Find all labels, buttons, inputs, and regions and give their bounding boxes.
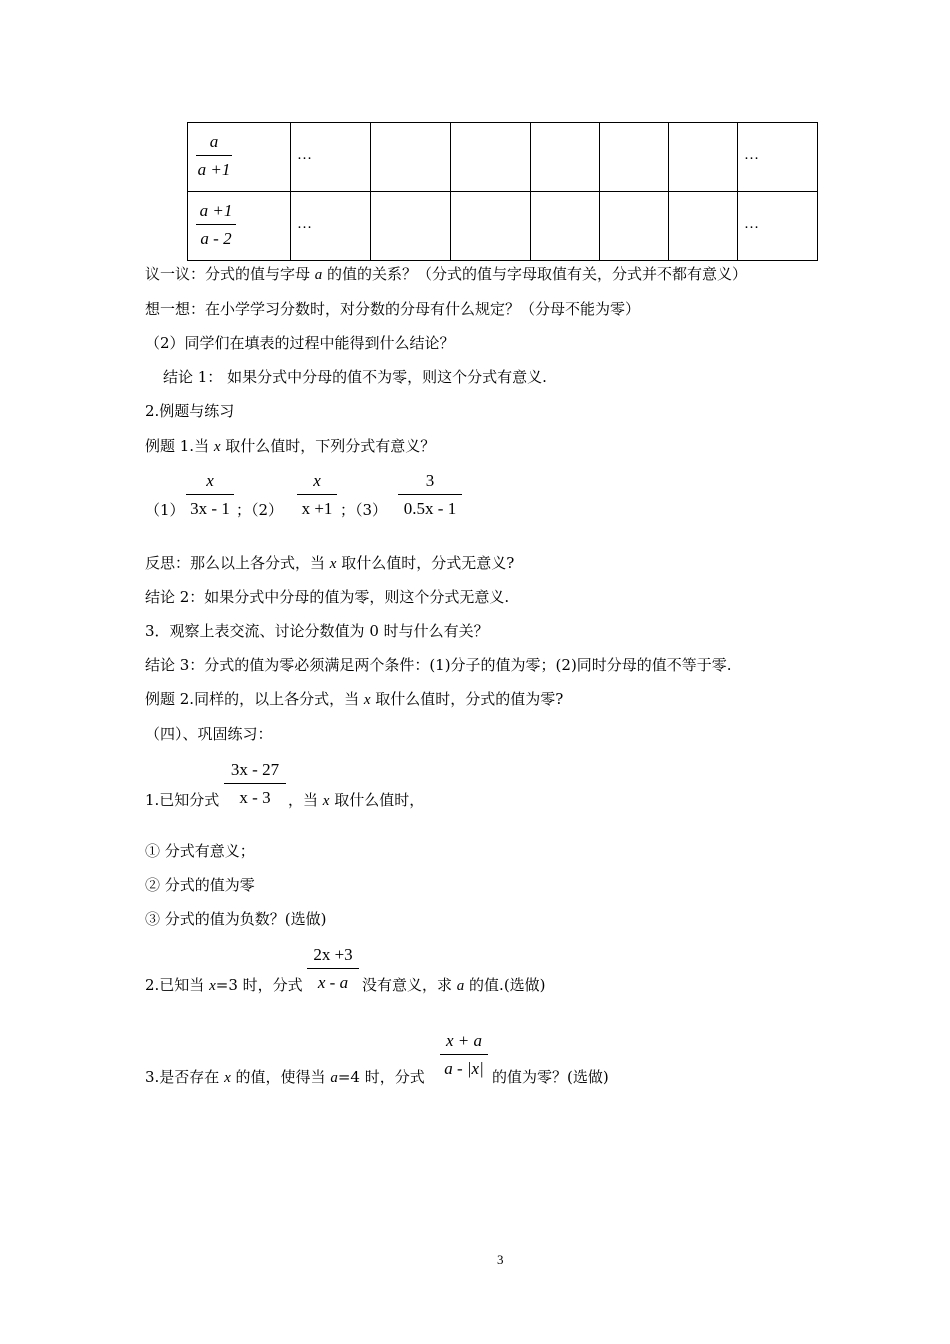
table-cell: [669, 123, 738, 192]
fraction: [196, 201, 236, 249]
section-heading: 2.例题与练习: [145, 402, 235, 420]
frac-label-3: ；（3）: [340, 501, 388, 519]
table-cell: [531, 192, 600, 261]
exercise-3-suffix: 的值为零？(选做): [492, 1068, 609, 1086]
numerator: a +1: [199, 201, 233, 220]
table-cell: …: [291, 123, 371, 192]
table-cell: [371, 192, 451, 261]
frac-label-2: ；（2）: [236, 501, 284, 519]
fraction: x 3x - 1: [186, 471, 234, 519]
fraction: 3 0.5x - 1: [398, 471, 462, 519]
page-number: 3: [497, 1252, 504, 1267]
table-cell: …: [291, 192, 371, 261]
row-label-cell: [188, 192, 291, 261]
example-2: 例题 2.同样的，以上各分式，当 x 取什么值时，分式的值为零?: [145, 690, 564, 708]
exercise-2-suffix: 没有意义，求 a 的值.(选做): [362, 976, 546, 994]
option-1: ① 分式有意义；: [145, 842, 255, 860]
table-cell: …: [738, 123, 818, 192]
exercise-3-prefix: 3.是否存在 x 的值，使得当 a=4 时，分式: [145, 1068, 425, 1086]
table-cell: [371, 123, 451, 192]
fraction: x + a a - |x|: [440, 1031, 488, 1079]
conclusion-2: 结论 2：如果分式中分母的值为零，则这个分式无意义.: [145, 588, 510, 606]
row-label-cell: [188, 123, 291, 192]
numerator: a: [209, 132, 219, 151]
fraction: [196, 132, 232, 180]
option-3: ③ 分式的值为负数？(选做): [145, 910, 327, 928]
discuss-line: 议一议：分式的值与字母 a 的值的关系？（分式的值与字母取值有关，分式并不都有意义）: [145, 265, 748, 283]
section-heading: （四）、巩固练习：: [145, 725, 273, 743]
table-cell: [531, 123, 600, 192]
table-cell: [600, 192, 669, 261]
table-cell: [669, 192, 738, 261]
reflect-line: 反思：那么以上各分式，当 x 取什么值时，分式无意义?: [145, 554, 515, 572]
option-2: ② 分式的值为零: [145, 876, 255, 894]
table-cell: [451, 192, 531, 261]
exercise-1-suffix: ，当 x 取什么值时，: [288, 791, 425, 809]
value-table: [187, 122, 818, 261]
table-cell: [451, 123, 531, 192]
think-line: 想一想：在小学学习分数时，对分数的分母有什么规定？（分母不能为零）: [145, 300, 641, 318]
item-3: 3．观察上表交流、讨论分数值为 0 时与什么有关？: [145, 622, 489, 640]
table-row: [188, 192, 818, 261]
fraction: 3x - 27 x - 3: [224, 760, 286, 808]
question-2: （2）同学们在填表的过程中能得到什么结论？: [145, 334, 455, 352]
conclusion-1: 结论 1： 如果分式中分母的值不为零，则这个分式有意义.: [163, 368, 547, 386]
conclusion-3: 结论 3：分式的值为零必须满足两个条件：(1)分子的值为零；(2)同时分母的值不等于零.: [145, 656, 732, 674]
table-cell: [600, 123, 669, 192]
fraction: x x +1: [297, 471, 337, 519]
example-1: 例题 1.当 x 取什么值时，下列分式有意义？: [145, 437, 436, 455]
table-cell: …: [738, 192, 818, 261]
exercise-1-prefix: 1.已知分式: [145, 791, 220, 809]
denominator: a +1: [197, 160, 231, 179]
frac-label-1: （1）: [145, 501, 185, 519]
denominator: a - 2: [200, 229, 232, 248]
table-row: [188, 123, 818, 192]
fraction: 2x +3 x - a: [307, 945, 359, 993]
exercise-2-prefix: 2.已知当 x=3 时，分式: [145, 976, 303, 994]
